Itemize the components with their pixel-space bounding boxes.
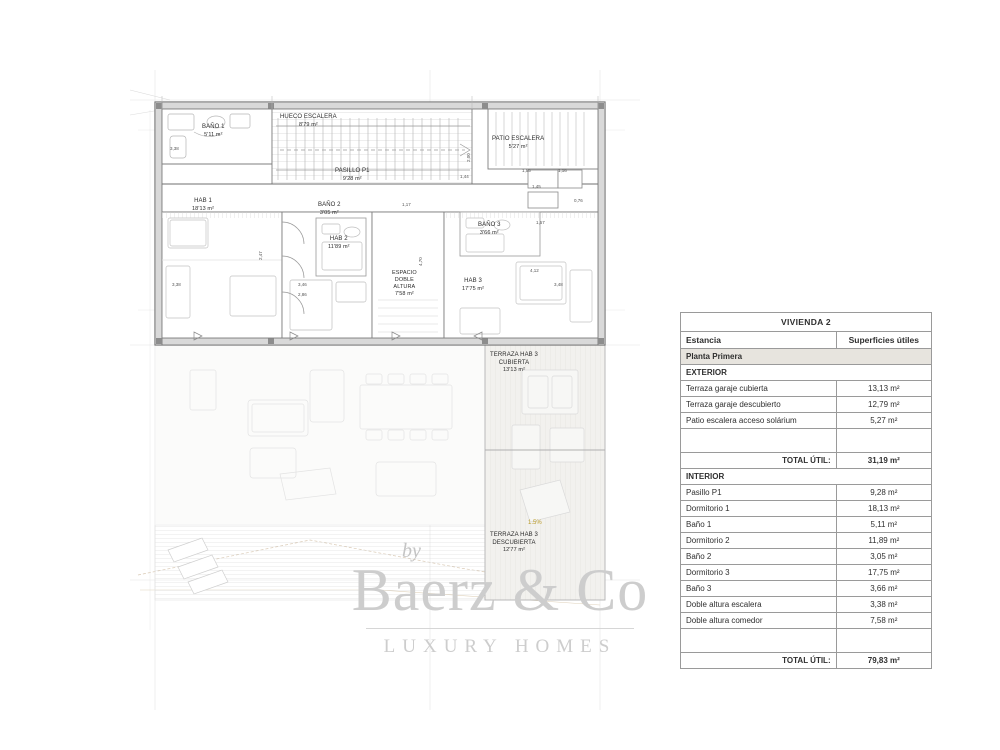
dimension-2-86: 2,86 xyxy=(298,292,307,297)
dimension-2-47: 2,47 xyxy=(258,251,263,260)
room-label-patio-escalera: PATIO ESCALERA 5'27 m² xyxy=(492,136,545,150)
table-header-row xyxy=(681,332,932,349)
table-row xyxy=(681,517,932,533)
areas-table-container xyxy=(680,312,932,669)
table-row xyxy=(681,613,932,629)
column-header-room: Estancia xyxy=(681,332,837,349)
watermark-divider xyxy=(366,628,634,629)
group-label-exterior: EXTERIOR xyxy=(681,365,932,381)
row-area: 12,79 m² xyxy=(836,397,931,413)
group-label-interior: INTERIOR xyxy=(681,469,932,485)
total-label: TOTAL ÚTIL: xyxy=(681,653,837,669)
row-area: 3,38 m² xyxy=(836,597,931,613)
room-label-bano-1: BAÑO 1 5'11 m² xyxy=(202,124,225,138)
table-title-row xyxy=(681,313,932,332)
dimension-4-70: 4,70 xyxy=(418,257,423,266)
table-row xyxy=(681,549,932,565)
dimension-1-16: 1,16 xyxy=(558,168,567,173)
row-room: Terraza garaje descubierto xyxy=(681,397,837,413)
room-label-bano-2: BAÑO 2 3'05 m² xyxy=(318,202,341,216)
row-room: Baño 1 xyxy=(681,517,837,533)
table-total-row-exterior xyxy=(681,453,932,469)
room-label-terraza-hab-3-cubierta: TERRAZA HAB 3 CUBIERTA 13'13 m² xyxy=(490,352,538,373)
row-room: Doble altura comedor xyxy=(681,613,837,629)
table-plant-row xyxy=(681,349,932,365)
table-total-row-interior xyxy=(681,653,932,669)
table-row xyxy=(681,581,932,597)
table-title: VIVIENDA 2 xyxy=(681,313,932,332)
row-area: 3,05 m² xyxy=(836,549,931,565)
table-row xyxy=(681,397,932,413)
room-label-espacio-doble-altura: ESPACIO DOBLE ALTURA 7'58 m² xyxy=(392,270,417,297)
row-area: 13,13 m² xyxy=(836,381,931,397)
row-area: 3,66 m² xyxy=(836,581,931,597)
row-area: 5,11 m² xyxy=(836,517,931,533)
table-row xyxy=(681,381,932,397)
dimension-1-55: 1,55 xyxy=(522,168,531,173)
slope-label: 1.5% xyxy=(528,520,542,526)
room-label-hueco-escalera: HUECO ESCALERA 8'79 m² xyxy=(280,114,337,128)
watermark xyxy=(350,540,650,658)
room-label-bano-3: BAÑO 3 3'66 m² xyxy=(478,222,501,236)
watermark-by-text: by xyxy=(402,540,421,562)
table-row xyxy=(681,501,932,517)
row-area: 9,28 m² xyxy=(836,485,931,501)
row-room: Baño 2 xyxy=(681,549,837,565)
spacer-cell xyxy=(681,629,837,653)
room-label-hab-2: HAB 2 11'89 m² xyxy=(328,236,350,250)
dimension-3-38-b: 3,38 xyxy=(172,282,181,287)
dimension-3-38: 3,38 xyxy=(170,146,179,151)
dimension-2-00: 2,00 xyxy=(466,153,471,162)
table-group-exterior xyxy=(681,365,932,381)
spacer-cell xyxy=(836,429,931,453)
areas-table xyxy=(680,312,932,669)
table-row xyxy=(681,597,932,613)
room-label-hab-3: HAB 3 17'75 m² xyxy=(462,278,485,292)
dimension-1-44: 1,44 xyxy=(460,174,469,179)
row-area: 17,75 m² xyxy=(836,565,931,581)
total-value: 31,19 m² xyxy=(836,453,931,469)
row-room: Patio escalera acceso solárium xyxy=(681,413,837,429)
room-label-hab-1: HAB 1 18'13 m² xyxy=(192,198,215,212)
total-label: TOTAL ÚTIL: xyxy=(681,453,837,469)
row-room: Baño 3 xyxy=(681,581,837,597)
table-plant-label: Planta Primera xyxy=(681,349,932,365)
row-room: Dormitorio 3 xyxy=(681,565,837,581)
dimension-3-48: 3,48 xyxy=(554,282,563,287)
room-label-terraza-hab-3-descubierta: TERRAZA HAB 3 DESCUBIERTA 12'77 m² xyxy=(490,532,538,553)
column-header-area: Superficies útiles xyxy=(836,332,931,349)
spacer-cell xyxy=(681,429,837,453)
row-area: 11,89 m² xyxy=(836,533,931,549)
row-area: 7,58 m² xyxy=(836,613,931,629)
room-label-pasillo-p1: PASILLO P1 9'28 m² xyxy=(335,168,370,182)
row-area: 18,13 m² xyxy=(836,501,931,517)
row-room: Dormitorio 2 xyxy=(681,533,837,549)
dimension-1-57: 1,57 xyxy=(536,220,545,225)
table-row xyxy=(681,485,932,501)
table-spacer-row xyxy=(681,629,932,653)
row-room: Terraza garaje cubierta xyxy=(681,381,837,397)
table-row xyxy=(681,413,932,429)
watermark-subtitle: LUXURY HOMES xyxy=(383,636,617,657)
table-row xyxy=(681,565,932,581)
watermark-brand-name: Baerz & Co xyxy=(351,557,649,623)
row-room: Pasillo P1 xyxy=(681,485,837,501)
table-row xyxy=(681,533,932,549)
dimension-4-12: 4,12 xyxy=(530,268,539,273)
spacer-cell xyxy=(836,629,931,653)
row-area: 5,27 m² xyxy=(836,413,931,429)
table-spacer-row xyxy=(681,429,932,453)
row-room: Doble altura escalera xyxy=(681,597,837,613)
dimension-3-46: 3,46 xyxy=(298,282,307,287)
row-room: Dormitorio 1 xyxy=(681,501,837,517)
table-group-interior xyxy=(681,469,932,485)
total-value: 79,83 m² xyxy=(836,653,931,669)
dimension-1-17: 1,17 xyxy=(402,202,411,207)
dimension-0-76: 0,76 xyxy=(574,198,583,203)
dimension-1-45: 1,45 xyxy=(532,184,541,189)
